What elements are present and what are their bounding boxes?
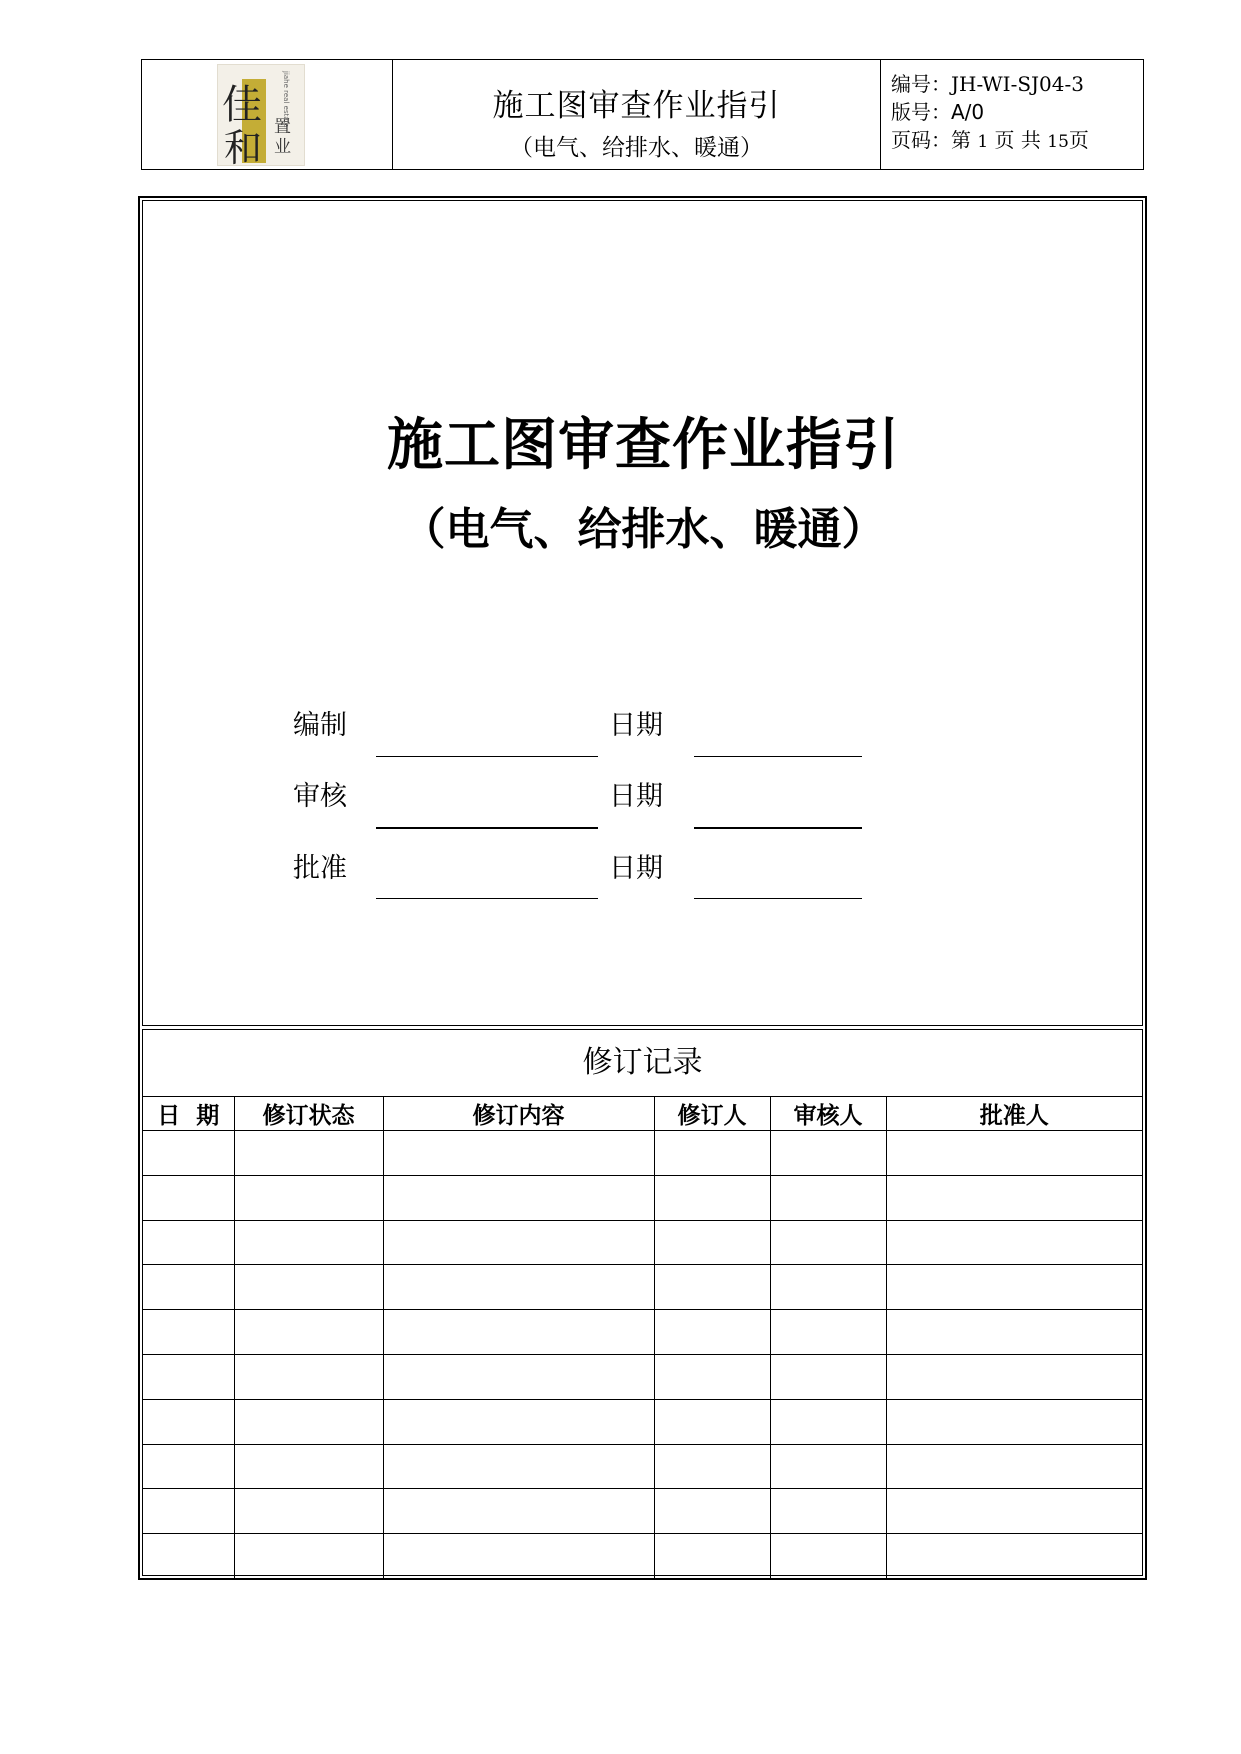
page-ye1: 页 <box>994 128 1015 152</box>
table-row <box>143 1399 1142 1444</box>
table-cell[interactable] <box>886 1265 1142 1310</box>
logo-cell <box>142 60 393 169</box>
table-cell[interactable] <box>770 1310 886 1355</box>
table-cell[interactable] <box>143 1265 234 1310</box>
table-cell[interactable] <box>383 1489 654 1534</box>
table-cell[interactable] <box>234 1399 383 1444</box>
table-cell[interactable] <box>234 1310 383 1355</box>
table-row <box>143 1354 1142 1399</box>
doc-code-row <box>891 70 1143 98</box>
company-logo <box>217 64 305 170</box>
table-cell[interactable] <box>234 1489 383 1534</box>
revision-title: 修订记录 <box>143 1030 1142 1097</box>
table-cell[interactable] <box>886 1220 1142 1265</box>
table-cell[interactable] <box>654 1131 770 1176</box>
compiled-by-label: 编制 <box>293 710 347 741</box>
col-date: 日 期 <box>143 1097 234 1131</box>
table-cell[interactable] <box>770 1175 886 1220</box>
col-reviewer: 审核人 <box>770 1097 886 1131</box>
approved-date-label: 日期 <box>609 853 663 884</box>
table-cell[interactable] <box>143 1444 234 1489</box>
table-cell[interactable] <box>770 1131 886 1176</box>
table-cell[interactable] <box>886 1310 1142 1355</box>
table-row <box>143 1310 1142 1355</box>
table-row <box>143 1131 1142 1176</box>
reviewed-by-line[interactable] <box>376 827 598 829</box>
revision-table <box>143 1097 1142 1578</box>
table-cell[interactable] <box>886 1399 1142 1444</box>
document-header <box>141 59 1144 170</box>
header-meta-cell <box>881 60 1143 169</box>
logo-char-top: 佳 <box>222 82 262 128</box>
doc-page-row <box>891 126 1143 156</box>
doc-code-label: 编号： <box>891 72 951 96</box>
compiled-by-line[interactable] <box>376 756 598 757</box>
table-cell[interactable] <box>143 1354 234 1399</box>
revision-header-row <box>143 1097 1142 1131</box>
doc-version-row <box>891 98 1143 126</box>
page-gong: 共 <box>1020 128 1041 152</box>
doc-version-label: 版号： <box>891 100 951 124</box>
cover-section <box>142 200 1143 1026</box>
compiled-date-line[interactable] <box>694 756 862 757</box>
header-subtitle: （电气、给排水、暖通） <box>510 135 763 161</box>
doc-version-value: A/0 <box>951 100 985 124</box>
col-status: 修订状态 <box>234 1097 383 1131</box>
table-cell[interactable] <box>770 1444 886 1489</box>
page-di: 第 <box>951 128 971 152</box>
revision-rows <box>143 1131 1142 1578</box>
table-cell[interactable] <box>770 1220 886 1265</box>
table-cell[interactable] <box>234 1175 383 1220</box>
table-cell[interactable] <box>886 1534 1142 1578</box>
page-current: 1 <box>977 132 989 152</box>
reviewed-date-line[interactable] <box>694 827 862 829</box>
table-cell[interactable] <box>143 1534 234 1578</box>
table-row <box>143 1444 1142 1489</box>
table-cell[interactable] <box>770 1399 886 1444</box>
table-cell[interactable] <box>770 1489 886 1534</box>
table-cell[interactable] <box>886 1354 1142 1399</box>
table-cell[interactable] <box>654 1489 770 1534</box>
table-row <box>143 1175 1142 1220</box>
table-cell[interactable] <box>143 1220 234 1265</box>
table-cell[interactable] <box>143 1489 234 1534</box>
table-cell[interactable] <box>383 1399 654 1444</box>
table-cell[interactable] <box>654 1220 770 1265</box>
table-cell[interactable] <box>770 1534 886 1578</box>
logo-char-bottom: 和 <box>224 126 263 170</box>
table-cell[interactable] <box>234 1534 383 1578</box>
cover-subtitle: （电气、给排水、暖通） <box>401 504 886 555</box>
reviewed-by-label: 审核 <box>293 781 347 812</box>
table-cell[interactable] <box>654 1354 770 1399</box>
table-cell[interactable] <box>383 1220 654 1265</box>
table-row <box>143 1265 1142 1310</box>
table-cell[interactable] <box>654 1444 770 1489</box>
table-cell[interactable] <box>770 1265 886 1310</box>
table-cell[interactable] <box>654 1175 770 1220</box>
table-cell[interactable] <box>234 1444 383 1489</box>
table-cell[interactable] <box>383 1131 654 1176</box>
table-row <box>143 1489 1142 1534</box>
table-cell[interactable] <box>143 1131 234 1176</box>
table-cell[interactable] <box>143 1310 234 1355</box>
table-cell[interactable] <box>886 1131 1142 1176</box>
table-cell[interactable] <box>886 1444 1142 1489</box>
table-cell[interactable] <box>383 1175 654 1220</box>
table-row <box>143 1534 1142 1578</box>
doc-page-label: 页码： <box>891 128 951 152</box>
compiled-date-label: 日期 <box>609 710 663 741</box>
cover-title: 施工图审查作业指引 <box>387 413 900 478</box>
table-cell[interactable] <box>383 1265 654 1310</box>
table-cell[interactable] <box>654 1310 770 1355</box>
table-cell[interactable] <box>383 1354 654 1399</box>
col-approver: 批准人 <box>886 1097 1142 1131</box>
table-cell[interactable] <box>143 1175 234 1220</box>
header-title-cell <box>393 60 881 169</box>
table-cell[interactable] <box>654 1399 770 1444</box>
table-cell[interactable] <box>234 1354 383 1399</box>
revision-record <box>142 1029 1143 1576</box>
table-cell[interactable] <box>654 1265 770 1310</box>
doc-code-value: JH-WI-SJ04-3 <box>951 72 1084 96</box>
col-content: 修订内容 <box>383 1097 654 1131</box>
table-row <box>143 1220 1142 1265</box>
table-cell[interactable] <box>383 1534 654 1578</box>
table-cell[interactable] <box>383 1310 654 1355</box>
reviewed-date-label: 日期 <box>609 781 663 812</box>
page-ye2: 页 <box>1068 128 1089 152</box>
logo-english-text: jiahe real estate <box>282 71 290 128</box>
table-cell[interactable] <box>234 1220 383 1265</box>
table-cell[interactable] <box>383 1444 654 1489</box>
table-cell[interactable] <box>143 1399 234 1444</box>
approved-by-label: 批准 <box>293 853 347 884</box>
table-cell[interactable] <box>886 1175 1142 1220</box>
logo-side-text: 置业 <box>274 117 291 157</box>
table-cell[interactable] <box>770 1354 886 1399</box>
col-reviser: 修订人 <box>654 1097 770 1131</box>
table-cell[interactable] <box>234 1131 383 1176</box>
table-cell[interactable] <box>234 1265 383 1310</box>
table-cell[interactable] <box>886 1489 1142 1534</box>
table-cell[interactable] <box>654 1534 770 1578</box>
header-title: 施工图审查作业指引 <box>492 88 781 124</box>
approved-date-line[interactable] <box>694 898 862 899</box>
page-total: 15 <box>1047 132 1069 152</box>
approved-by-line[interactable] <box>376 898 598 899</box>
